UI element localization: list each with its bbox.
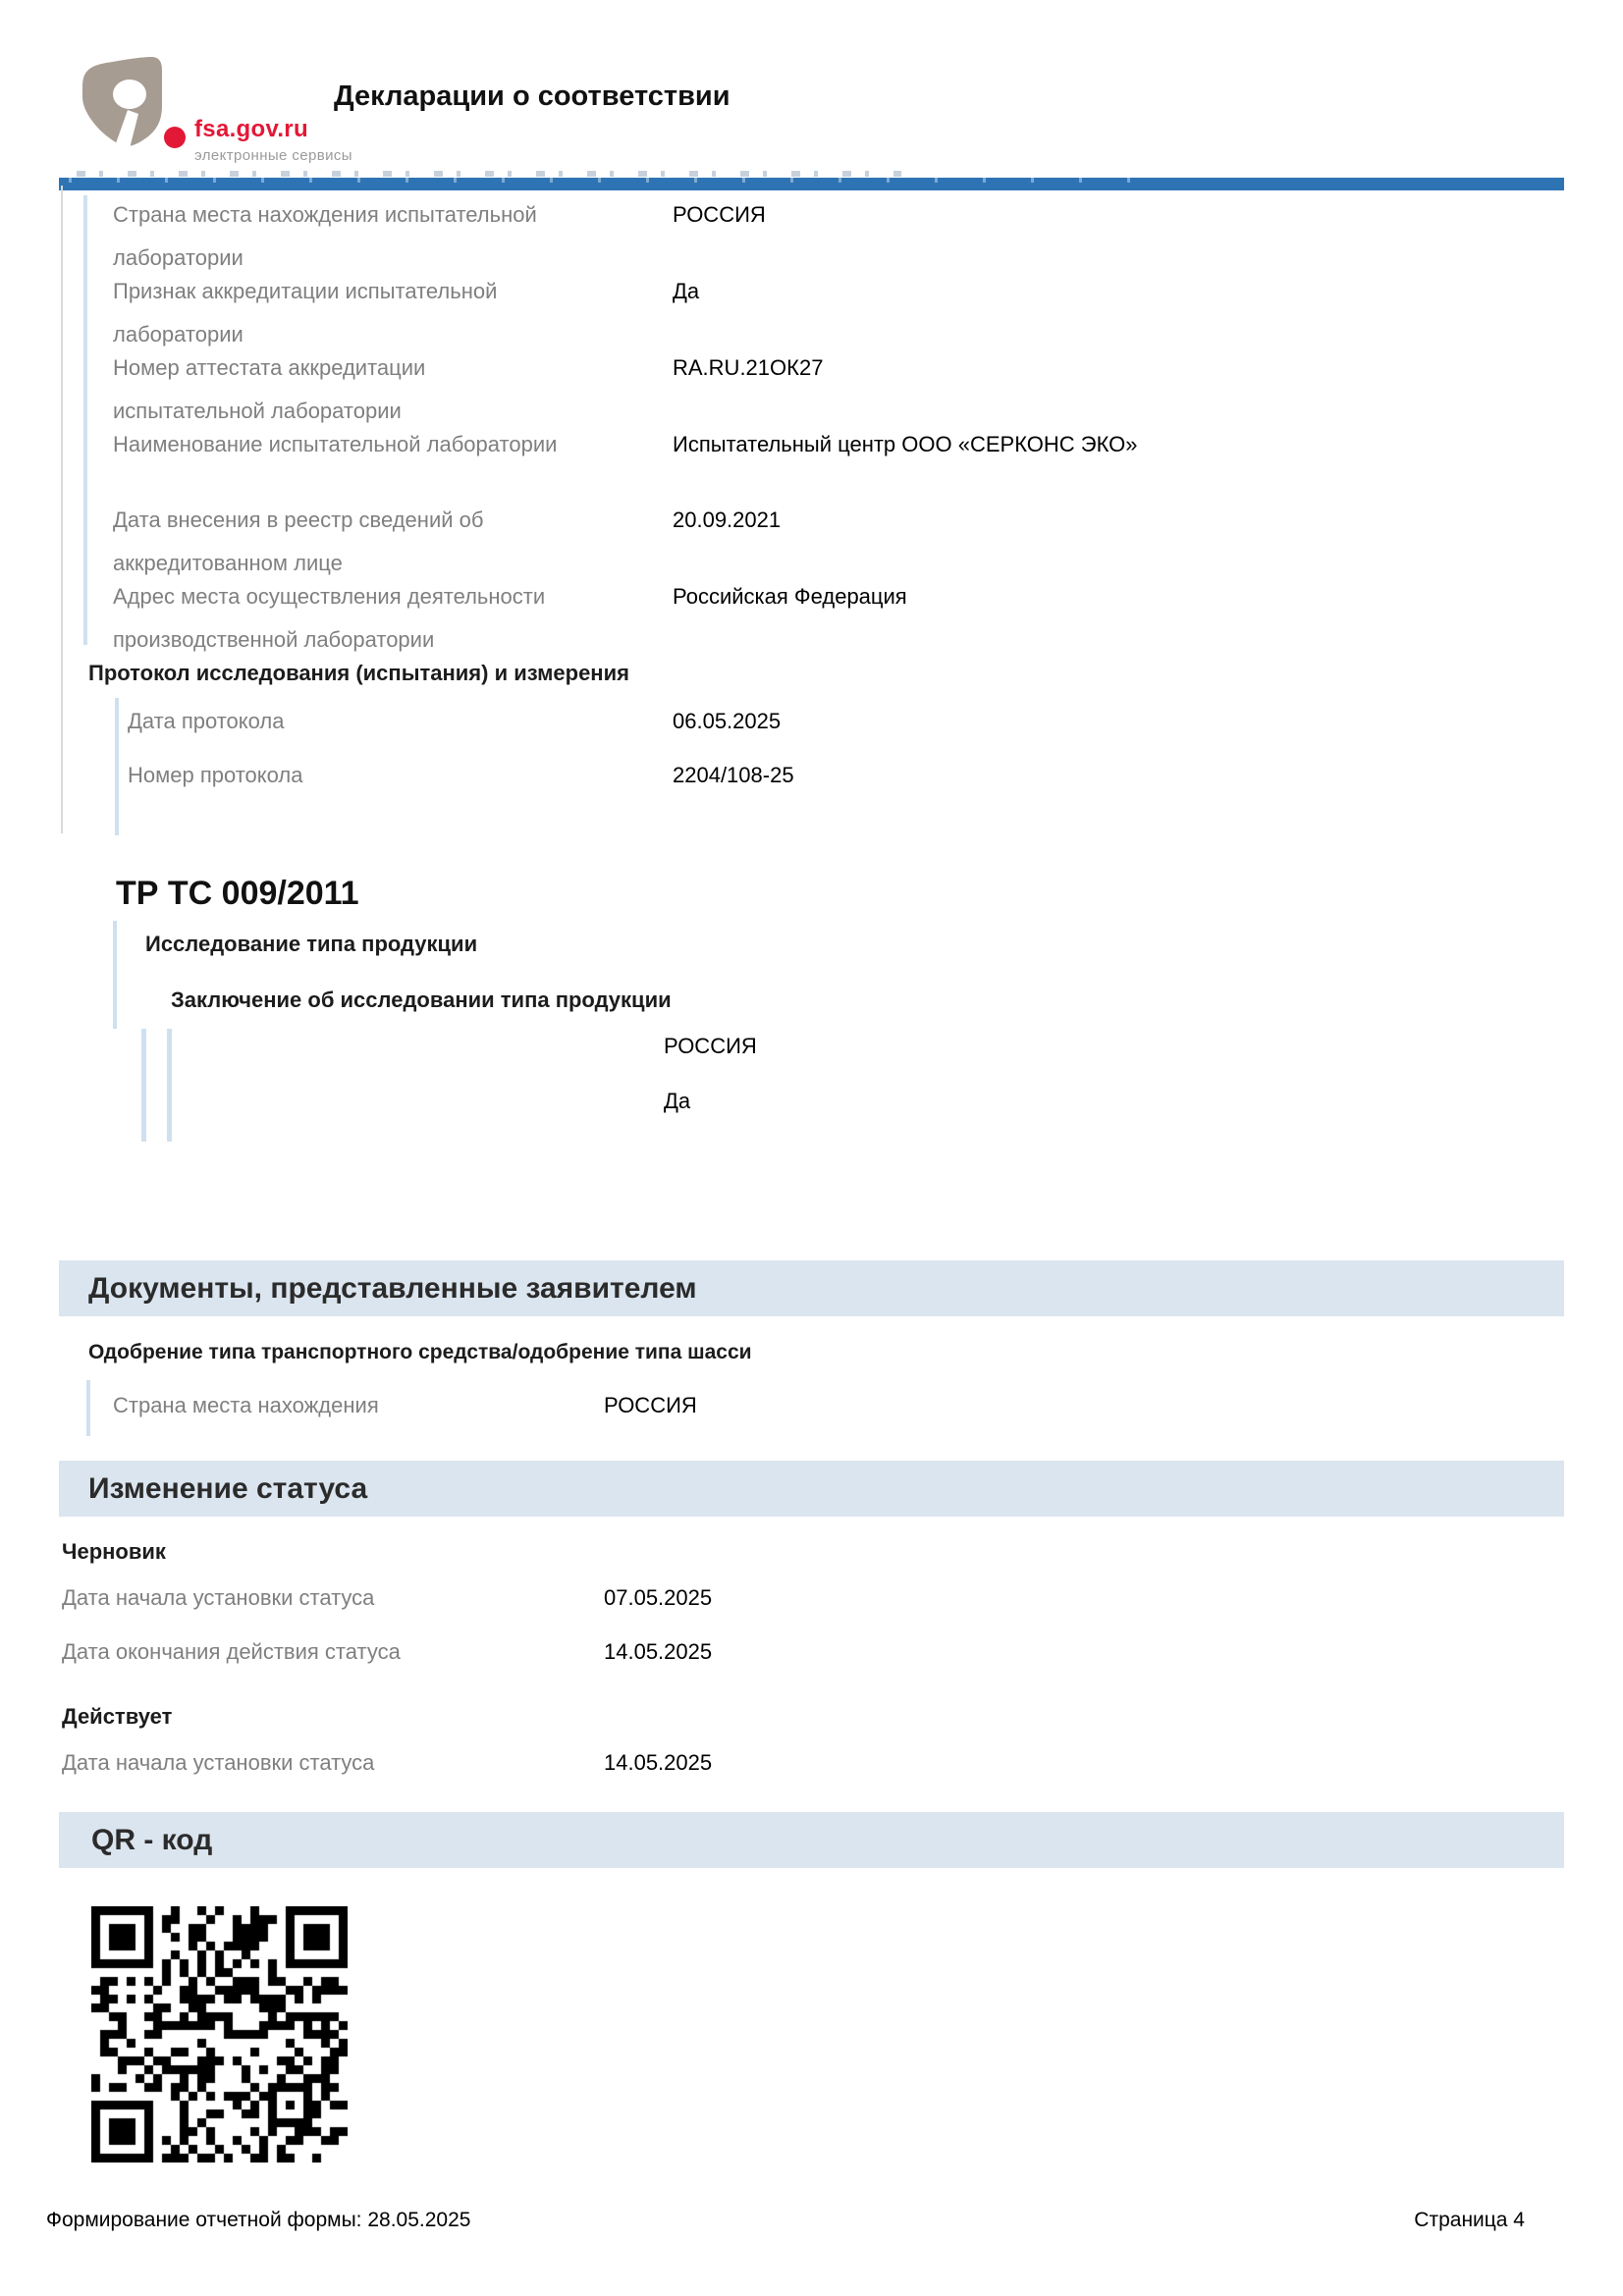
brand-tagline: электронные сервисы bbox=[194, 147, 352, 164]
lab-accent-line bbox=[83, 195, 87, 645]
field-value: 20.09.2021 bbox=[673, 507, 782, 532]
documents-accent-line bbox=[86, 1380, 90, 1436]
field-label: Дата окончания действия статуса bbox=[62, 1639, 401, 1664]
status-heading: Изменение статуса bbox=[88, 1472, 368, 1505]
clipped-row-remnant bbox=[77, 171, 901, 177]
field-value: RA.RU.21ОК27 bbox=[673, 355, 824, 380]
footer-generated-date: Формирование отчетной формы: 28.05.2025 bbox=[46, 2209, 471, 2231]
qr-band bbox=[59, 1812, 1564, 1868]
field-value: Да bbox=[664, 1089, 691, 1113]
divider-texture bbox=[69, 178, 1149, 183]
field-value: 14.05.2025 bbox=[604, 1639, 713, 1664]
field-label: Наименование испытательной лаборатории bbox=[113, 432, 558, 456]
qr-code bbox=[91, 1906, 348, 2163]
documents-heading: Документы, представленные заявителем bbox=[88, 1272, 697, 1305]
trts-accent-line-3 bbox=[167, 1029, 172, 1142]
status-band bbox=[59, 1461, 1564, 1517]
protocol-heading: Протокол исследования (испытания) и измерения bbox=[88, 661, 629, 685]
protocol-accent-line bbox=[115, 698, 119, 835]
field-label: Дата внесения в реестр сведений об аккредитованном лице bbox=[113, 507, 484, 575]
trts-section bbox=[59, 875, 1564, 1155]
field-value: РОССИЯ bbox=[604, 1393, 697, 1417]
field-label: Дата начала установки статуса bbox=[62, 1750, 375, 1775]
field-label: Номер аттестата аккредитации испытательной лаборатории bbox=[113, 355, 426, 423]
field-label: Номер протокола bbox=[128, 763, 303, 787]
page-title: Декларации о соответствии bbox=[334, 80, 730, 112]
trts-accent-line-2 bbox=[141, 1029, 146, 1142]
field-label: Признак аккредитации испытательной лаборатории bbox=[113, 279, 498, 347]
documents-band bbox=[59, 1260, 1564, 1316]
field-value: 2204/108-25 bbox=[673, 763, 794, 787]
lab-section bbox=[59, 193, 1564, 841]
trts-sub2: Заключение об исследовании типа продукции bbox=[171, 988, 672, 1012]
footer-page-number: Страница 4 bbox=[1414, 2209, 1525, 2231]
header-divider-bar bbox=[59, 178, 1564, 190]
qr-heading: QR - код bbox=[91, 1824, 213, 1856]
documents-subheading: Одобрение типа транспортного средства/одобрение типа шасси bbox=[88, 1341, 752, 1363]
field-value: 06.05.2025 bbox=[673, 709, 782, 733]
brand-text: fsa.gov.ru bbox=[194, 116, 308, 142]
trts-heading: ТР ТС 009/2011 bbox=[116, 875, 359, 912]
field-value: Да bbox=[673, 279, 700, 303]
field-value: 07.05.2025 bbox=[604, 1585, 713, 1610]
field-label: Дата протокола bbox=[128, 709, 285, 733]
trts-accent-line bbox=[113, 921, 117, 1029]
fsa-logo bbox=[69, 51, 363, 169]
field-value: РОССИЯ bbox=[673, 202, 766, 227]
field-label: Адрес места осуществления деятельности производственной лаборатории bbox=[113, 584, 546, 652]
trts-sub1: Исследование типа продукции bbox=[145, 932, 478, 956]
fsa-shield-icon bbox=[69, 51, 191, 164]
status-group-name: Действует bbox=[62, 1704, 173, 1729]
status-group-name: Черновик bbox=[62, 1539, 166, 1564]
field-value: РОССИЯ bbox=[664, 1034, 757, 1058]
field-label: Страна места нахождения испытательной лаборатории bbox=[113, 202, 537, 270]
table-border-line bbox=[61, 186, 63, 833]
logo-red-dot bbox=[164, 127, 186, 148]
field-label: Дата начала установки статуса bbox=[62, 1585, 375, 1610]
field-value: Испытательный центр ООО «СЕРКОНС ЭКО» bbox=[673, 432, 1138, 456]
field-value: Российская Федерация bbox=[673, 584, 907, 609]
field-label: Страна места нахождения bbox=[113, 1393, 379, 1417]
field-value: 14.05.2025 bbox=[604, 1750, 713, 1775]
